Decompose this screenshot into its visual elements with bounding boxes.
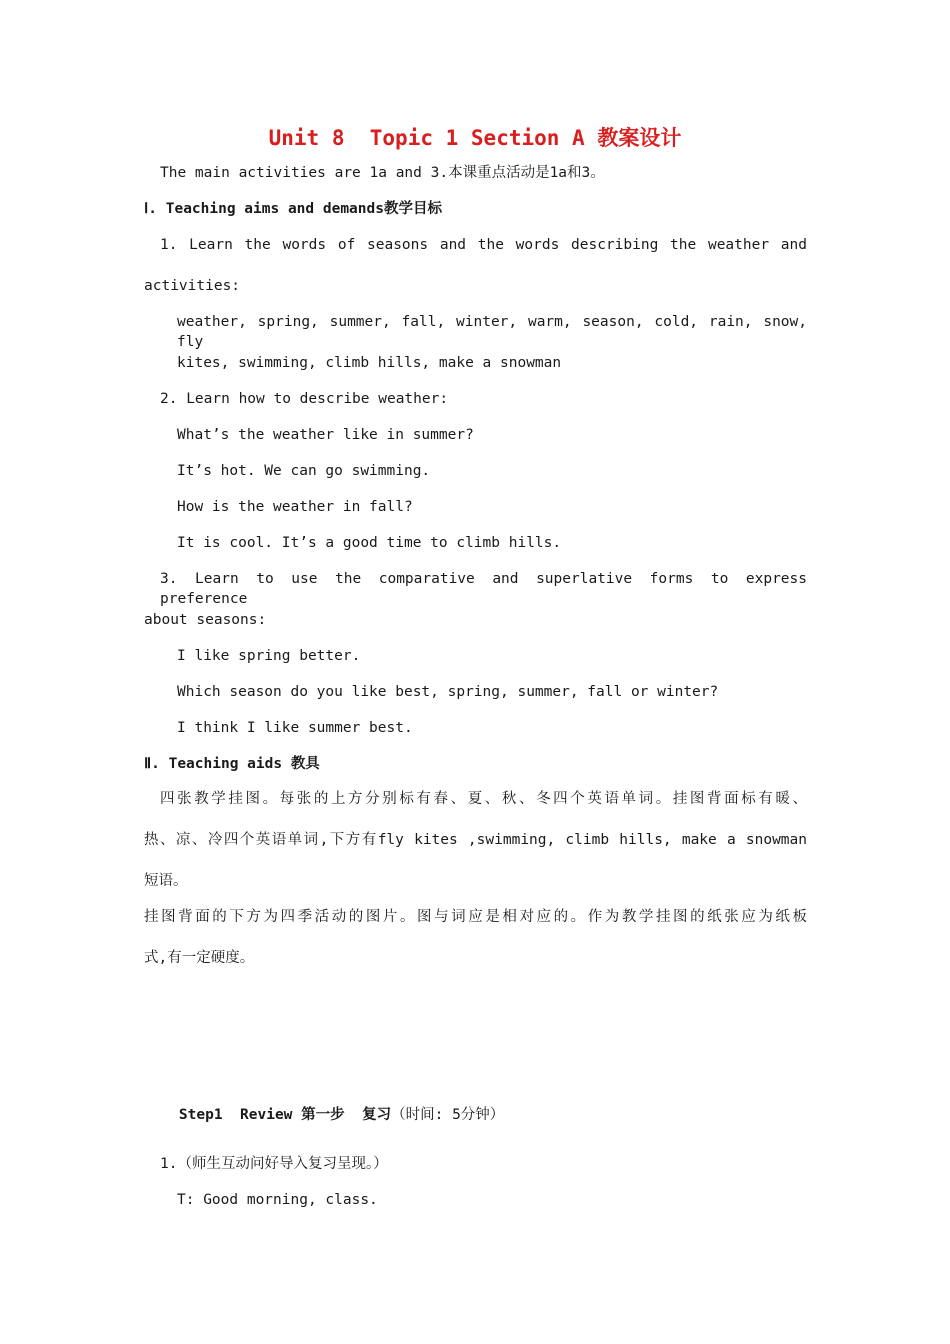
example-sentence: What’s the weather like in summer? (177, 427, 474, 443)
intro-text: The main activities are 1a and 3.本课重点活动是1a和3。 (160, 165, 605, 181)
example-sentence: I think I like summer best. (177, 720, 413, 736)
aids-paragraph-line: 挂图背面的下方为四季活动的图片。图与词应是相对应的。作为教学挂图的纸张应为纸板 (144, 909, 807, 925)
vocabulary-line-1: weather, spring, summer, fall, winter, warm, season, cold, rain, snow, fly (177, 314, 807, 350)
example-sentence: It is cool. It’s a good time to climb hills. (177, 535, 562, 551)
step1-heading-time: （时间: 5分钟） (391, 1107, 505, 1123)
step1-item-1: 1.（师生互动问好导入复习呈现。） (160, 1156, 388, 1172)
section-heading-aims: Ⅰ. Teaching aims and demands教学目标 (144, 201, 442, 217)
aims-item-1-continued: activities: (144, 278, 241, 294)
vocabulary-line-2: kites, swimming, climb hills, make a snowman (177, 355, 562, 371)
section-heading-aids: Ⅱ. Teaching aids 教具 (144, 756, 320, 772)
aims-item-1: 1. Learn the words of seasons and the words describing the weather and (160, 237, 807, 253)
aims-item-3: 3. Learn to use the comparative and superlative forms to express preference (160, 571, 807, 607)
step1-heading (144, 1085, 504, 1145)
example-sentence: Which season do you like best, spring, summer, fall or winter? (177, 684, 719, 700)
example-sentence: I like spring better. (177, 648, 361, 664)
aids-paragraph-line: 热、凉、冷四个英语单词,下方有fly kites ,swimming, climb hills, make a snowman (144, 832, 807, 848)
step1-heading-title: Step1 Review 第一步 复习 (178, 1107, 392, 1123)
aids-paragraph-line: 式,有一定硬度。 (144, 950, 255, 966)
example-sentence: It’s hot. We can go swimming. (177, 463, 431, 479)
page-title: Unit 8 Topic 1 Section A 教案设计 (268, 126, 682, 150)
aims-item-3-continued: about seasons: (144, 612, 267, 628)
dialog-line: T: Good morning, class. (177, 1192, 378, 1208)
example-sentence: How is the weather in fall? (177, 499, 413, 515)
aids-paragraph-line: 四张教学挂图。每张的上方分别标有春、夏、秋、冬四个英语单词。挂图背面标有暖、 (160, 791, 807, 807)
aims-item-2: 2. Learn how to describe weather: (160, 391, 449, 407)
aids-paragraph-line: 短语。 (144, 873, 188, 889)
